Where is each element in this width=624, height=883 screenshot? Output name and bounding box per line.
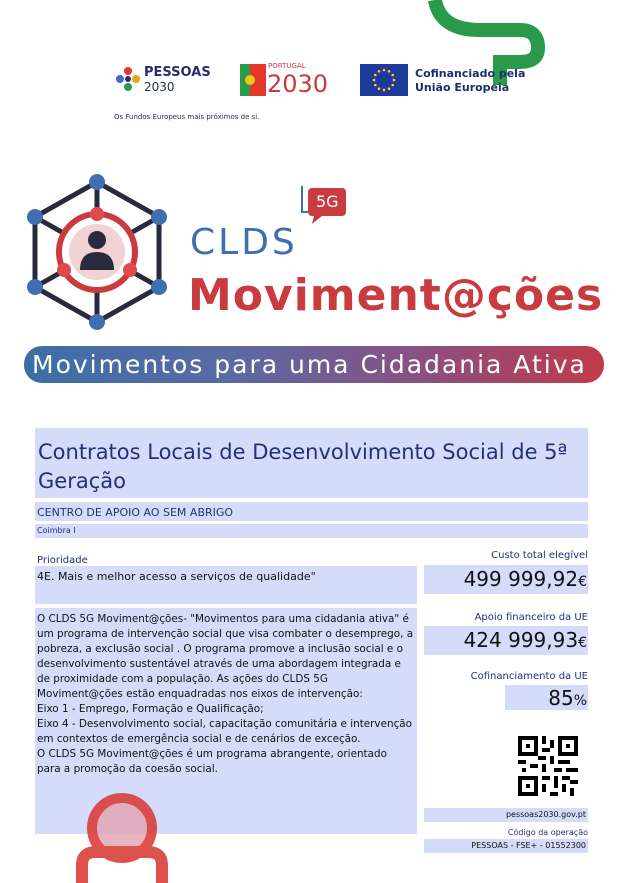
brand-name: Moviment@ções	[188, 270, 604, 321]
5g-badge-text: 5G	[316, 192, 339, 211]
description-line: Eixo 4 - Desenvolvimento social, capacitação comunitária e intervenção	[37, 718, 413, 730]
slogan-banner	[24, 346, 604, 383]
website-panel	[424, 808, 588, 822]
pessoas-tagline: Os Fundos Europeus mais próximos de si.	[114, 113, 260, 121]
description-line: desenvolvimento sustentável através de uma abordagem integrada e	[37, 658, 401, 670]
description-line: O CLDS 5G Moviment@ções é um programa abrangente, orientado	[37, 748, 387, 760]
eu-support-panel	[424, 626, 588, 655]
program-title: Contratos Locais de Desenvolvimento Social de 5ª Geração	[38, 440, 568, 493]
portugal2030-logo	[240, 62, 335, 98]
currency-symbol: €	[578, 635, 587, 651]
location-panel	[35, 524, 588, 538]
operation-name: CENTRO DE APOIO AO SEM ABRIGO	[37, 506, 234, 519]
currency-symbol: €	[578, 574, 587, 590]
subtitle-panel	[35, 502, 588, 521]
portugal-logo-icon	[240, 64, 266, 96]
description-line: Moviment@ções estão enquadradas nos eixos de intervenção:	[37, 688, 363, 700]
priority-value: 4E. Mais e melhor acesso a serviços de qualidade"	[37, 570, 316, 583]
description-line: O CLDS 5G Moviment@ções- "Movimentos para uma cidadania ativa" é	[37, 613, 409, 625]
percent-symbol: %	[573, 693, 587, 709]
description-line: Eixo 1 - Emprego, Formação e Qualificação;	[37, 703, 264, 715]
slogan-text: Movimentos para uma Cidadania Ativa	[32, 350, 587, 379]
eu-cofinanced-logo	[360, 64, 540, 98]
description-line: um programa de intervenção social que visa combater o desemprego, a	[37, 628, 414, 640]
5g-badge	[300, 184, 348, 226]
operation-code-label: Código da operação	[507, 828, 588, 837]
clds-title: CLDS	[190, 222, 298, 263]
cofinancing-amount: 85	[548, 686, 574, 710]
priority-label: Prioridade	[37, 555, 88, 566]
title-panel	[35, 428, 588, 498]
eu-support-value	[464, 628, 587, 652]
description-line: de proximidade com a população. As ações do CLDS 5G	[37, 673, 328, 685]
qr-code[interactable]	[518, 736, 578, 796]
cofinancing-label: Cofinanciamento da UE	[470, 671, 588, 682]
description-line: em contextos de emergência social e de cenários de exceção.	[37, 733, 361, 745]
cofinancing-value	[548, 686, 587, 710]
location: Coimbra I	[37, 526, 76, 535]
eu-line-1: Cofinanciado pela	[415, 67, 526, 80]
description-line: pobreza, a exclusão social . O programa promove a inclusão social e o	[37, 643, 403, 655]
eu-support-label: Apoio financeiro da UE	[474, 612, 588, 623]
pessoas-logo-icon	[115, 66, 141, 92]
total-cost-panel	[424, 565, 588, 594]
pessoas-logo-text: PESSOAS	[144, 65, 211, 80]
total-cost-amount: 499 999,92	[463, 567, 579, 591]
website-link[interactable]: pessoas2030.gov.pt	[505, 810, 586, 819]
description-text	[37, 612, 417, 777]
pessoas-logo-year: 2030	[144, 80, 175, 94]
operation-code-value: PESSOAS - FSE+ - 01552300	[471, 841, 586, 850]
cofinancing-panel	[505, 685, 588, 710]
operation-code-panel	[424, 839, 588, 853]
eu-flag-icon	[360, 64, 408, 96]
total-cost-label: Custo total elegível	[491, 550, 588, 561]
eu-line-2: União Europeia	[415, 81, 510, 94]
network-people-icon	[22, 172, 172, 332]
portugal-logo-label: PORTUGAL	[268, 62, 306, 70]
eu-support-amount: 424 999,93	[463, 628, 579, 652]
portugal-logo-year: 2030	[267, 70, 329, 98]
description-line: para a promoção da coesão social.	[37, 763, 218, 775]
priority-panel	[35, 566, 417, 604]
total-cost-value	[464, 567, 587, 591]
decorative-person-shape	[62, 790, 182, 883]
